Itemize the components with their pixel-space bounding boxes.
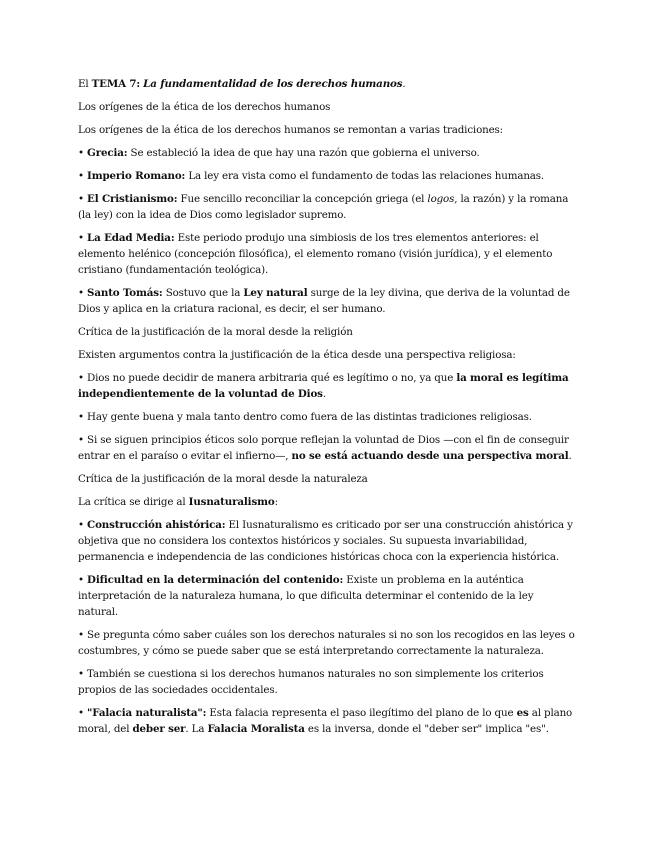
- term-falacia-naturalista: "Falacia naturalista":: [87, 707, 207, 719]
- list-item-principios: [78, 432, 575, 464]
- text-grecia: Se estableció la idea de que hay una razón que gobierna el universo.: [127, 147, 480, 159]
- bullet: •: [78, 519, 88, 531]
- bullet: •: [78, 193, 88, 205]
- bullet: •: [78, 707, 88, 719]
- text-santo-tomas-1: Sostuvo que la: [162, 287, 244, 299]
- naturaleza-intro: [78, 494, 575, 510]
- text-cristianismo-1: Fue sencillo reconciliar la concepción griega (el: [177, 193, 428, 205]
- intro-end: :: [274, 496, 278, 508]
- text-cristianismo-2: , la razón) y la romana (la ley) con la idea de Dios como legislador supremo.: [78, 193, 569, 221]
- title-prefix: El: [78, 78, 92, 90]
- title-name: La fundamentalidad de los derechos humanos: [143, 78, 403, 90]
- religion-intro: Existen argumentos contra la justificación de la ética desde una perspectiva religiosa:: [78, 349, 516, 361]
- bullet: •: [78, 629, 88, 641]
- intro-text: La crítica se dirige al: [78, 496, 189, 508]
- list-item-pregunta: [78, 627, 575, 659]
- bullet: •: [78, 372, 88, 384]
- list-item-construccion: [78, 517, 575, 565]
- term-iusnaturalismo: Iusnaturalismo: [188, 496, 275, 508]
- bullet: •: [78, 668, 88, 680]
- term-es: es: [516, 707, 529, 719]
- text-santo-tomas-2: surge de la ley divina, que deriva de la voluntad de Dios y aplica en la criatura racional, es decir, el ser humano.: [78, 287, 570, 315]
- list-item-dios: [78, 370, 575, 402]
- text-dios-end: .: [322, 388, 326, 400]
- bullet: •: [78, 170, 88, 182]
- bullet: •: [78, 411, 88, 423]
- bullet: •: [78, 232, 88, 244]
- term-edad-media: La Edad Media:: [87, 232, 175, 244]
- term-cristianismo: El Cristianismo:: [87, 193, 178, 205]
- list-item-imperio-romano: [78, 168, 575, 184]
- text-falacia-2: al plano moral, del: [78, 707, 573, 735]
- origenes-intro: Los orígenes de la ética de los derechos humanos se remontan a varias tradiciones:: [78, 124, 504, 136]
- term-grecia: Grecia:: [87, 147, 128, 159]
- text-dificultad: Existe un problema en la auténtica interpretación de la naturaleza humana, lo que dificulta determinar el contenido de la ley natural.: [78, 574, 534, 618]
- text-dios: Dios no puede decidir de manera arbitraria qué es legítimo o no, ya que: [87, 372, 457, 384]
- bullet: •: [78, 574, 88, 586]
- list-item-falacia: [78, 705, 575, 737]
- text-imperio-romano: La ley era vista como el fundamento de todas las relaciones humanas.: [185, 170, 545, 182]
- term-deber-ser: deber ser: [132, 723, 186, 735]
- list-item-santo-tomas: [78, 285, 575, 317]
- text-principios: Si se siguen principios éticos solo porque reflejan la voluntad de Dios —con el fin de conseguir entrar en el paraíso o evitar el infierno—,: [78, 434, 569, 462]
- bullet: •: [78, 287, 88, 299]
- bold-perspectiva-moral: no se está actuando desde una perspectiva moral: [291, 450, 569, 462]
- text-edad-media: Este periodo produjo una simbiosis de los tres elementos anteriores: el elemento helénico (concepción filosófica), el elemento romano (visión jurídica), y el elemento cristiano (fundamentación teológica).: [78, 232, 553, 276]
- text-gente: Hay gente buena y mala tanto dentro como fuera de las distintas tradiciones religiosas.: [87, 411, 532, 423]
- title-end: .: [402, 78, 406, 90]
- text-falacia-4: es la inversa, donde el "deber ser" implica "es".: [304, 723, 549, 735]
- term-logos: logos: [427, 193, 455, 205]
- term-construccion: Construcción ahistórica:: [87, 519, 226, 531]
- list-item-grecia: [78, 145, 575, 161]
- list-item-cuestiona: [78, 666, 575, 698]
- document-title: [78, 76, 575, 92]
- text-construccion: El Iusnaturalismo es criticado por ser una construcción ahistórica y objetiva que no considera los contextos históricos y sociales. Su supuesta invariabilidad, permanencia e independencia de las condiciones históricas choca con la experiencia histórica.: [78, 519, 573, 563]
- list-item-cristianismo: [78, 191, 575, 223]
- term-ley-natural: Ley natural: [243, 287, 308, 299]
- term-dificultad: Dificultad en la determinación del contenido:: [87, 574, 344, 586]
- list-item-dificultad: [78, 572, 575, 620]
- term-santo-tomas: Santo Tomás:: [87, 287, 163, 299]
- text-falacia-3: . La: [185, 723, 208, 735]
- section-heading-naturaleza: Crítica de la justificación de la moral desde la naturaleza: [78, 473, 368, 485]
- text-falacia-1: Esta falacia representa el paso ilegítimo del plano de lo que: [206, 707, 517, 719]
- section-heading-origenes: Los orígenes de la ética de los derechos humanos: [78, 101, 331, 113]
- text-principios-end: .: [568, 450, 572, 462]
- text-pregunta: Se pregunta cómo saber cuáles son los derechos naturales si no son los recogidos en las leyes o costumbres, y cómo se puede saber que se está interpretando correctamente la naturaleza.: [78, 629, 575, 657]
- section-heading-religion: Crítica de la justificación de la moral desde la religión: [78, 326, 353, 338]
- list-item-edad-media: [78, 230, 575, 278]
- bold-moral-legitima: la moral es legítima independientemente de la voluntad de Dios: [78, 372, 569, 400]
- bullet: •: [78, 434, 88, 446]
- term-imperio-romano: Imperio Romano:: [87, 170, 186, 182]
- bullet: •: [78, 147, 88, 159]
- term-falacia-moralista: Falacia Moralista: [207, 723, 305, 735]
- text-cuestiona: También se cuestiona si los derechos humanos naturales no son simplemente los criterios propios de las sociedades occidentales.: [78, 668, 544, 696]
- list-item-gente: [78, 409, 575, 425]
- title-tema: TEMA 7:: [91, 78, 141, 90]
